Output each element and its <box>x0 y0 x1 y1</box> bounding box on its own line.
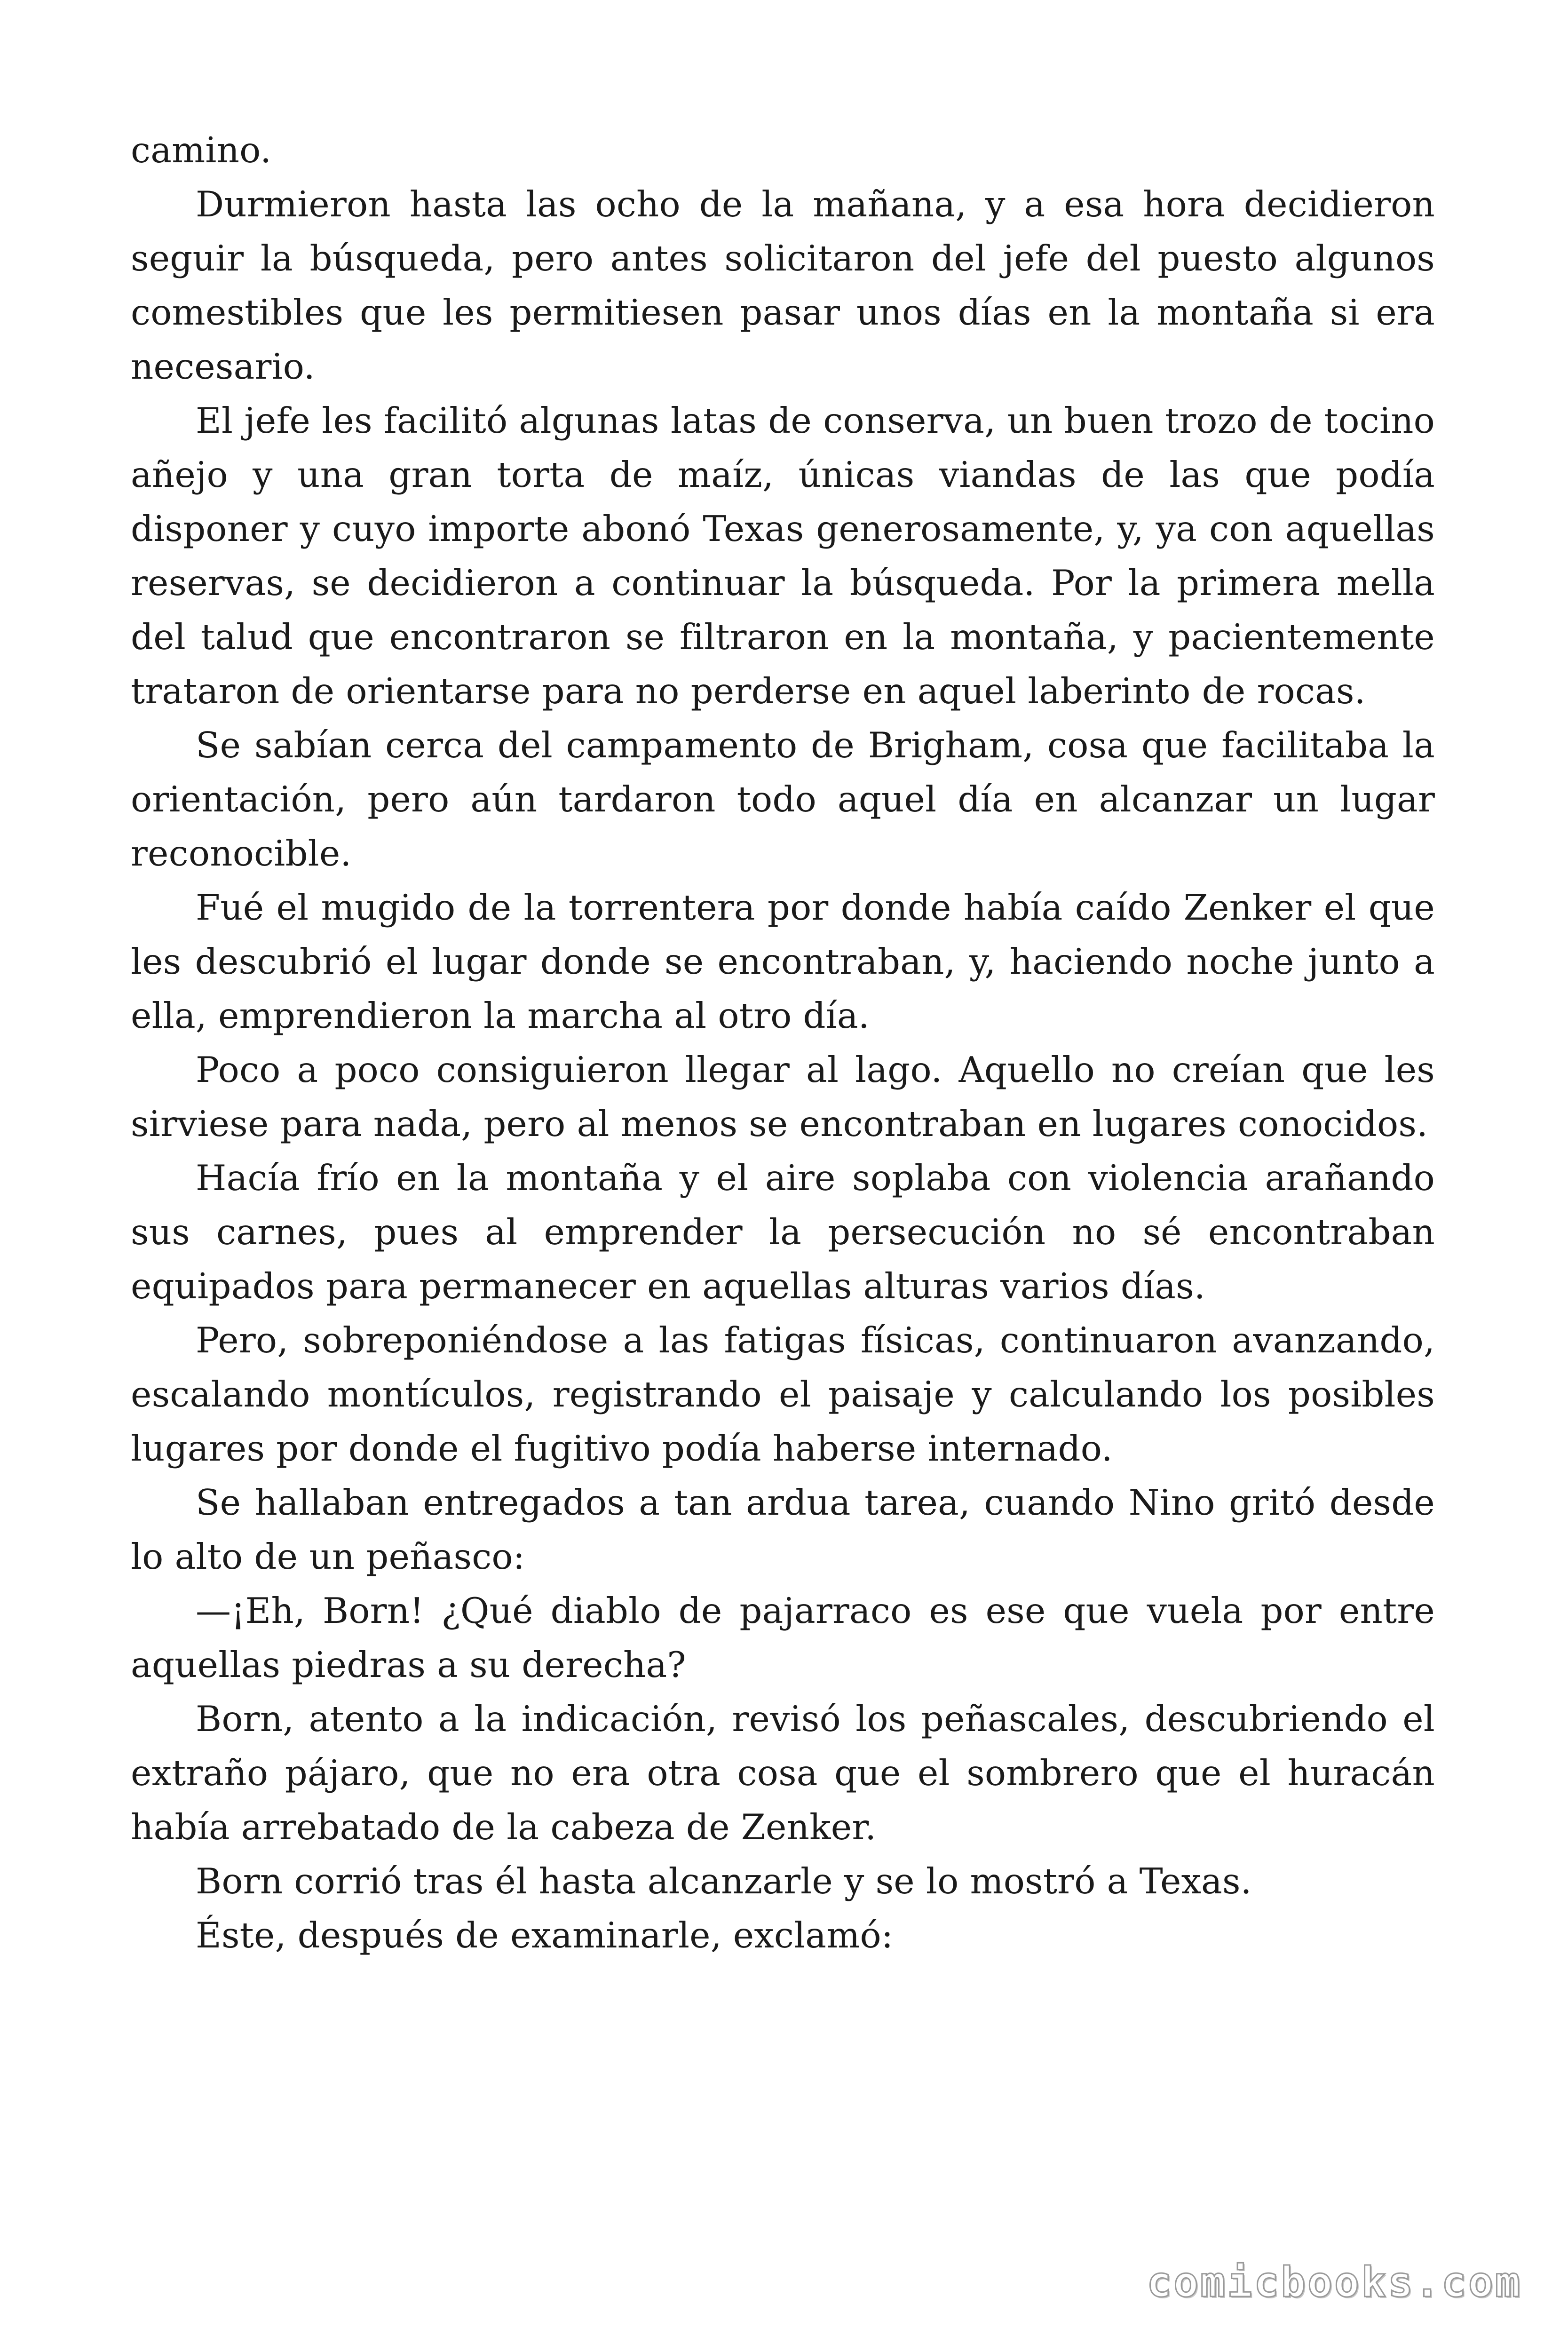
paragraph: Born, atento a la indicación, revisó los peñascales, descubriendo el extraño pájaro, que no era otra cosa que el sombrero que el huracán había arrebatado de la cabeza de Zenker. <box>131 1698 1435 1848</box>
paragraph: Se sabían cerca del campamento de Brigham, cosa que facilitaba la orientación, pero aún tardaron todo aquel día en alcanzar un lugar reconocible. <box>131 724 1435 874</box>
paragraph: Fué el mugido de la torrentera por donde había caído Zenker el que les descubrió el lugar donde se encontraban, y, haciendo noche junto a ella, emprendieron la marcha al otro día. <box>131 887 1435 1036</box>
body-text <box>131 123 1435 1963</box>
paragraph: Hacía frío en la montaña y el aire soplaba con violencia arañando sus carnes, pues al emprender la persecución no sé encontraban equipados para permanecer en aquellas alturas varios días. <box>131 1157 1435 1307</box>
paragraph: Born corrió tras él hasta alcanzarle y se lo mostró a Texas. <box>196 1860 1252 1902</box>
paragraph: Durmieron hasta las ocho de la mañana, y a esa hora decidieron seguir la búsqueda, pero antes solicitaron del jefe del puesto algunos comestibles que les permitiesen pasar unos días en la montaña si era necesario. <box>131 183 1435 387</box>
paragraph: El jefe les facilitó algunas latas de conserva, un buen trozo de tocino añejo y una gran torta de maíz, únicas viandas de las que podía disponer y cuyo importe abonó Texas generosamente, y, ya con aquellas reservas, se decidieron a continuar la búsqueda. Por la primera mella del talud que encontraron se filtraron en la montaña, y pacientemente trataron de orientarse para no perderse en aquel laberinto de rocas. <box>131 400 1435 712</box>
paragraph: Éste, después de examinarle, exclamó: <box>196 1915 894 1956</box>
paragraph: Se hallaban entregados a tan ardua tarea, cuando Nino gritó desde lo alto de un peñasco: <box>131 1482 1435 1577</box>
paragraph: Pero, sobreponiéndose a las fatigas físicas, continuaron avanzando, escalando montículos, registrando el paisaje y calculando los posibles lugares por donde el fugitivo podía haberse internado. <box>131 1319 1435 1469</box>
paragraph: Poco a poco consiguieron llegar al lago. Aquello no creían que les sirviese para nada, pero al menos se encontraban en lugares conocidos. <box>131 1049 1435 1144</box>
watermark: comicbooks.com <box>1147 2258 1522 2306</box>
paragraph-continuation: camino. <box>131 129 272 171</box>
dialogue-paragraph: —¡Eh, Born! ¿Qué diablo de pajarraco es ese que vuela por entre aquellas piedras a su derecha? <box>131 1590 1435 1685</box>
